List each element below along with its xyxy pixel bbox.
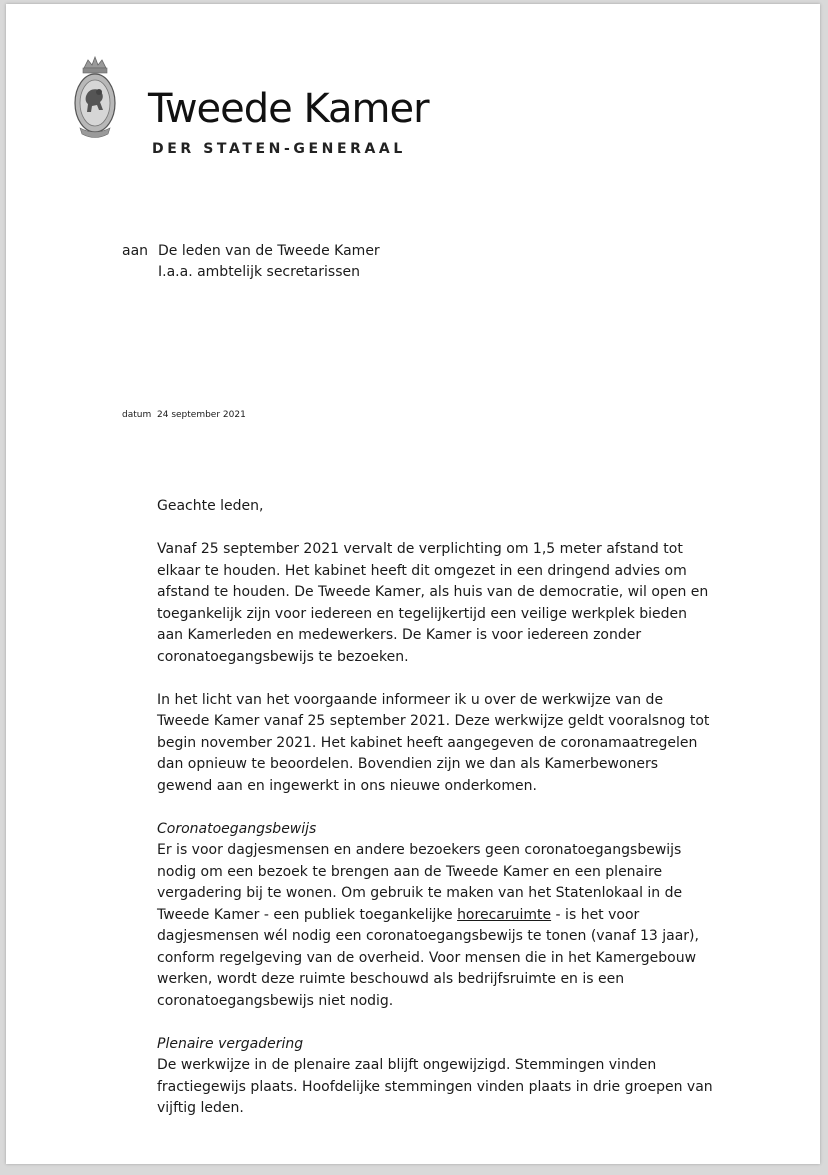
paragraph-line: coronatoegangsbewijs te bezoeken. xyxy=(157,648,409,665)
paragraph-2 xyxy=(157,690,757,798)
section-heading: Coronatoegangsbewijs xyxy=(157,820,317,837)
salutation-text: Geachte leden, xyxy=(157,498,264,514)
address-line-2: I.a.a. ambtelijk secretarissen xyxy=(158,264,360,280)
section-coronatoegangsbewijs xyxy=(157,819,757,1013)
paragraph-line: coronatoegangsbewijs niet nodig. xyxy=(157,992,394,1009)
horecaruimte-link[interactable]: horecaruimte xyxy=(457,906,552,923)
paragraph-line: dagjesmensen wél nodig een coronatoegangsbewijs te tonen (vanaf 13 jaar), xyxy=(157,928,699,944)
paragraph-line: elkaar te houden. Het kabinet heeft dit omgezet in een dringend advies om xyxy=(157,562,687,579)
paragraph-line: afstand te houden. De Tweede Kamer, als huis van de democratie, wil open en xyxy=(157,584,709,600)
address-label: aan xyxy=(122,243,149,259)
paragraph-line: werken, wordt deze ruimte beschouwd als bedrijfsruimte en is een xyxy=(157,971,625,987)
date-value: 24 september 2021 xyxy=(157,410,246,420)
paragraph-line: vergadering bij te wonen. Om gebruik te maken van het Statenlokaal in de xyxy=(157,885,683,901)
paragraph-line: Er is voor dagjesmensen en andere bezoekers geen coronatoegangsbewijs xyxy=(157,842,682,858)
paragraph-line: nodig om een bezoek te brengen aan de Tweede Kamer en een plenaire xyxy=(157,863,663,880)
tweede-kamer-crest-icon xyxy=(70,54,120,144)
letter-page xyxy=(6,4,820,1164)
letter-body xyxy=(157,496,757,1141)
paragraph-1 xyxy=(157,539,757,668)
paragraph-line: aan Kamerleden en medewerkers. De Kamer is voor iedereen zonder xyxy=(157,627,642,643)
paragraph-line: In het licht van het voorgaande informeer ik u over de werkwijze van de xyxy=(157,691,664,708)
paragraph-line: De werkwijze in de plenaire zaal blijft ongewijzigd. Stemmingen vinden xyxy=(157,1057,657,1073)
paragraph-line: gewend aan en ingewerkt in ons nieuwe onderkomen. xyxy=(157,777,537,794)
brand-subtitle: DER STATEN-GENERAAL xyxy=(152,141,406,157)
line-text: - is het voor xyxy=(551,906,640,923)
date-label: datum xyxy=(122,410,152,420)
paragraph-line: conform regelgeving van de overheid. Voor mensen die in het Kamergebouw xyxy=(157,949,697,966)
section-heading: Plenaire vergadering xyxy=(157,1035,304,1052)
paragraph-line: Vanaf 25 september 2021 vervalt de verplichting om 1,5 meter afstand tot xyxy=(157,541,683,557)
salutation xyxy=(157,496,757,518)
paragraph-line: dan opnieuw te beoordelen. Bovendien zijn we dan als Kamerbewoners xyxy=(157,756,659,772)
paragraph-line xyxy=(157,905,757,927)
brand-title: Tweede Kamer xyxy=(148,86,429,132)
paragraph-line: toegankelijk zijn voor iedereen en tegelijkertijd een veilige werkplek bieden xyxy=(157,605,688,622)
section-plenaire-vergadering xyxy=(157,1034,757,1120)
line-text: Tweede Kamer - een publiek toegankelijke xyxy=(157,906,458,923)
paragraph-line: Tweede Kamer vanaf 25 september 2021. Deze werkwijze geldt vooralsnog tot xyxy=(157,713,710,729)
paragraph-line: fractiegewijs plaats. Hoofdelijke stemmingen vinden plaats in drie groepen van xyxy=(157,1078,713,1095)
address-line-1: De leden van de Tweede Kamer xyxy=(158,243,380,259)
paragraph-line: begin november 2021. Het kabinet heeft aangegeven de coronamaatregelen xyxy=(157,734,698,751)
paragraph-line: vijftig leden. xyxy=(157,1100,244,1116)
